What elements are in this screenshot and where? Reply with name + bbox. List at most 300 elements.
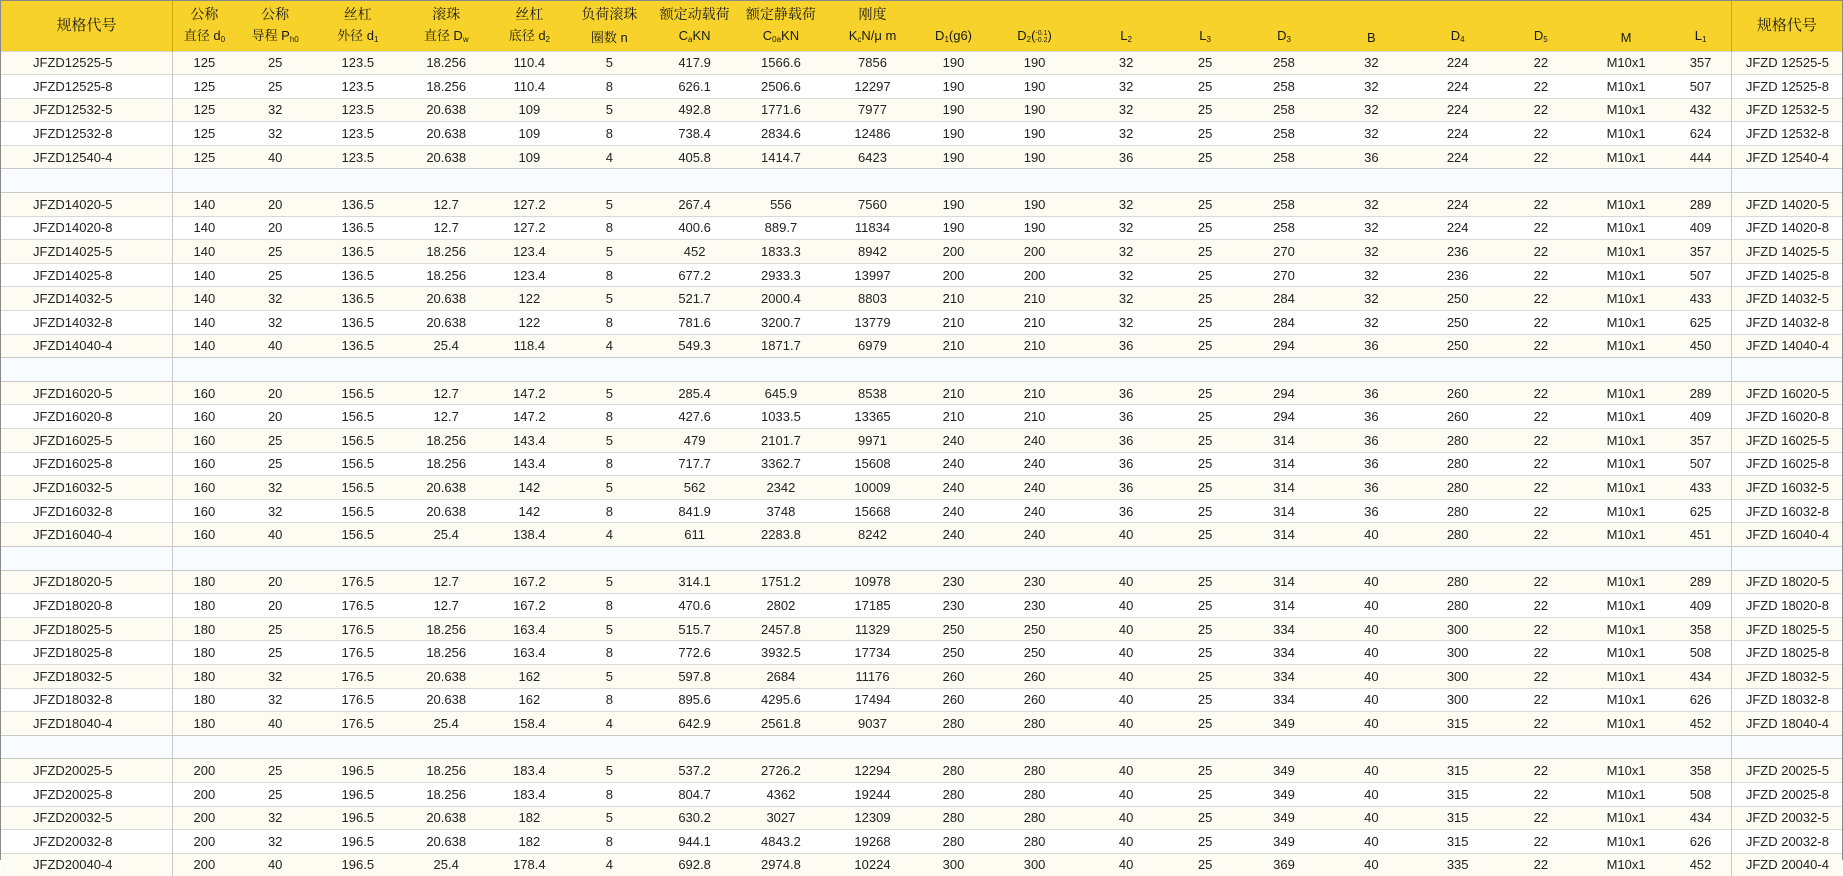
- value-cell: 22: [1500, 523, 1582, 547]
- value-cell: 32: [1327, 75, 1415, 99]
- value-cell: 645.9: [738, 381, 824, 405]
- header-row-top: [1, 1, 1842, 26]
- value-cell: 7856: [824, 51, 921, 75]
- value-cell: 8242: [824, 523, 921, 547]
- spec-code-cell-right: JFZD 18020-8: [1731, 594, 1842, 618]
- value-cell: 2283.8: [738, 523, 824, 547]
- value-cell: 32: [236, 806, 315, 830]
- value-cell: 32: [236, 476, 315, 500]
- value-cell: 3362.7: [738, 452, 824, 476]
- value-cell: 190: [921, 122, 986, 146]
- value-cell: 258: [1241, 122, 1327, 146]
- value-cell: 18.256: [401, 263, 492, 287]
- value-cell: 18.256: [401, 782, 492, 806]
- header-top-5: 负荷滚珠: [567, 1, 651, 26]
- spec-code-cell: JFZD14032-5: [1, 287, 173, 311]
- spec-code-cell: JFZD18040-4: [1, 712, 173, 736]
- value-cell: 260: [921, 664, 986, 688]
- header-subscript: 1: [373, 35, 379, 45]
- separator-cell: [1500, 358, 1582, 382]
- value-cell: 1566.6: [738, 51, 824, 75]
- header-top-14: [1327, 1, 1415, 26]
- value-cell: 110.4: [491, 51, 567, 75]
- value-cell: 25: [236, 452, 315, 476]
- value-cell: 40: [1327, 830, 1415, 854]
- separator-cell: [1083, 546, 1169, 570]
- value-cell: 176.5: [315, 688, 401, 712]
- value-cell: 22: [1500, 240, 1582, 264]
- separator-cell: [986, 546, 1083, 570]
- spec-code-cell: JFZD20040-4: [1, 853, 173, 876]
- value-cell: 20.638: [401, 688, 492, 712]
- spec-code-cell-right: JFZD 20025-8: [1731, 782, 1842, 806]
- spec-code-cell: JFZD16025-8: [1, 452, 173, 476]
- value-cell: 123.5: [315, 122, 401, 146]
- separator-cell: [1670, 735, 1731, 759]
- value-cell: 12309: [824, 806, 921, 830]
- spec-code-cell-right: JFZD 14020-5: [1731, 193, 1842, 217]
- separator-cell: [651, 546, 737, 570]
- value-cell: 36: [1327, 145, 1415, 169]
- separator-cell: [173, 358, 236, 382]
- table-row: [1, 381, 1842, 405]
- header-subscript: 3: [1286, 35, 1291, 45]
- value-cell: 22: [1500, 452, 1582, 476]
- value-cell: 136.5: [315, 311, 401, 335]
- value-cell: 190: [921, 75, 986, 99]
- value-cell: 224: [1416, 51, 1500, 75]
- value-cell: 210: [921, 405, 986, 429]
- separator-cell: [1241, 358, 1327, 382]
- separator-cell: [491, 358, 567, 382]
- header-subscript: 4: [1460, 35, 1465, 45]
- value-cell: 284: [1241, 311, 1327, 335]
- value-cell: 334: [1241, 617, 1327, 641]
- table-row: [1, 664, 1842, 688]
- table-row: [1, 287, 1842, 311]
- value-cell: 8: [567, 688, 651, 712]
- header-top-17: [1582, 1, 1670, 26]
- separator-cell: [651, 169, 737, 193]
- separator-cell: [1327, 735, 1415, 759]
- value-cell: 12294: [824, 759, 921, 783]
- value-cell: 8538: [824, 381, 921, 405]
- value-cell: 2726.2: [738, 759, 824, 783]
- separator-cell: [1416, 169, 1500, 193]
- value-cell: 9971: [824, 429, 921, 453]
- value-cell: 182: [491, 830, 567, 854]
- header-top-13: [1241, 1, 1327, 26]
- separator-cell: [1169, 358, 1241, 382]
- value-cell: 20.638: [401, 122, 492, 146]
- spec-code-cell: JFZD18025-5: [1, 617, 173, 641]
- spec-code-cell-right: JFZD 18025-5: [1731, 617, 1842, 641]
- value-cell: 40: [1083, 641, 1169, 665]
- value-cell: 40: [236, 853, 315, 876]
- value-cell: 25: [1169, 98, 1241, 122]
- value-cell: 260: [1416, 405, 1500, 429]
- header-subscript: c: [857, 35, 862, 45]
- value-cell: 25: [1169, 75, 1241, 99]
- value-cell: 267.4: [651, 193, 737, 217]
- value-cell: 190: [986, 145, 1083, 169]
- value-cell: 315: [1416, 782, 1500, 806]
- value-cell: 127.2: [491, 216, 567, 240]
- value-cell: 470.6: [651, 594, 737, 618]
- header-top-3: 滚珠: [401, 1, 492, 26]
- value-cell: 1871.7: [738, 334, 824, 358]
- table-row: [1, 429, 1842, 453]
- header-unit: KN: [781, 28, 800, 44]
- table-row: [1, 405, 1842, 429]
- value-cell: 11329: [824, 617, 921, 641]
- separator-cell: [1169, 546, 1241, 570]
- value-cell: 444: [1670, 145, 1731, 169]
- spec-code-cell-right: JFZD 12525-8: [1731, 75, 1842, 99]
- value-cell: 200: [173, 759, 236, 783]
- header-subscript: 1: [944, 35, 949, 45]
- value-cell: M10x1: [1582, 452, 1670, 476]
- value-cell: M10x1: [1582, 853, 1670, 876]
- spec-code-cell: JFZD12525-5: [1, 51, 173, 75]
- value-cell: 20.638: [401, 287, 492, 311]
- group-separator-row: [1, 546, 1842, 570]
- value-cell: 280: [986, 830, 1083, 854]
- table-row: [1, 570, 1842, 594]
- value-cell: 40: [1083, 617, 1169, 641]
- value-cell: 7977: [824, 98, 921, 122]
- value-cell: 625: [1670, 311, 1731, 335]
- value-cell: 163.4: [491, 641, 567, 665]
- separator-cell: [738, 169, 824, 193]
- value-cell: 300: [986, 853, 1083, 876]
- value-cell: 508: [1670, 782, 1731, 806]
- value-cell: 25: [1169, 523, 1241, 547]
- value-cell: 176.5: [315, 641, 401, 665]
- table-row: [1, 51, 1842, 75]
- value-cell: 13779: [824, 311, 921, 335]
- header-row-bottom: [1, 26, 1842, 51]
- value-cell: M10x1: [1582, 429, 1670, 453]
- value-cell: 109: [491, 98, 567, 122]
- value-cell: 8: [567, 75, 651, 99]
- separator-cell: [567, 546, 651, 570]
- separator-cell: [1731, 358, 1842, 382]
- separator-cell: [1731, 546, 1842, 570]
- value-cell: 25: [236, 759, 315, 783]
- table-row: [1, 523, 1842, 547]
- value-cell: 25.4: [401, 712, 492, 736]
- value-cell: 200: [173, 806, 236, 830]
- value-cell: 190: [986, 193, 1083, 217]
- separator-cell: [401, 546, 492, 570]
- value-cell: 8: [567, 830, 651, 854]
- value-cell: 32: [236, 664, 315, 688]
- value-cell: 25: [1169, 216, 1241, 240]
- value-cell: 717.7: [651, 452, 737, 476]
- value-cell: 32: [1083, 75, 1169, 99]
- separator-cell: [824, 546, 921, 570]
- value-cell: 8: [567, 641, 651, 665]
- value-cell: 294: [1241, 381, 1327, 405]
- separator-cell: [1, 546, 173, 570]
- value-cell: 32: [1083, 98, 1169, 122]
- value-cell: 22: [1500, 688, 1582, 712]
- value-cell: 18.256: [401, 75, 492, 99]
- value-cell: 22: [1500, 806, 1582, 830]
- value-cell: 167.2: [491, 594, 567, 618]
- value-cell: 2834.6: [738, 122, 824, 146]
- value-cell: 2000.4: [738, 287, 824, 311]
- value-cell: 452: [651, 240, 737, 264]
- value-cell: 240: [986, 499, 1083, 523]
- value-cell: 40: [1327, 617, 1415, 641]
- value-cell: 240: [921, 499, 986, 523]
- value-cell: 160: [173, 429, 236, 453]
- spec-code-cell-right: JFZD 18040-4: [1731, 712, 1842, 736]
- value-cell: 22: [1500, 617, 1582, 641]
- value-cell: 25: [1169, 452, 1241, 476]
- header-symbol: B: [1367, 30, 1376, 46]
- value-cell: 224: [1416, 193, 1500, 217]
- value-cell: 1833.3: [738, 240, 824, 264]
- value-cell: 200: [921, 240, 986, 264]
- value-cell: 40: [1083, 688, 1169, 712]
- value-cell: 280: [921, 830, 986, 854]
- value-cell: M10x1: [1582, 75, 1670, 99]
- spec-code-cell: JFZD16025-5: [1, 429, 173, 453]
- value-cell: 240: [986, 476, 1083, 500]
- value-cell: 358: [1670, 617, 1731, 641]
- value-cell: 258: [1241, 98, 1327, 122]
- value-cell: 22: [1500, 51, 1582, 75]
- header-bottom-6: [651, 26, 737, 51]
- spec-code-cell-right: JFZD 14025-8: [1731, 263, 1842, 287]
- spec-code-cell: JFZD20025-5: [1, 759, 173, 783]
- separator-cell: [1582, 358, 1670, 382]
- value-cell: 125: [173, 75, 236, 99]
- value-cell: 280: [1416, 476, 1500, 500]
- header-symbol: L: [1199, 28, 1207, 44]
- header-symbol: 直径 d: [183, 28, 221, 44]
- value-cell: 160: [173, 499, 236, 523]
- value-cell: 36: [1327, 334, 1415, 358]
- separator-cell: [738, 735, 824, 759]
- value-cell: 182: [491, 806, 567, 830]
- spec-code-cell: JFZD14025-5: [1, 240, 173, 264]
- value-cell: 11176: [824, 664, 921, 688]
- value-cell: 22: [1500, 853, 1582, 876]
- value-cell: 507: [1670, 75, 1731, 99]
- value-cell: 944.1: [651, 830, 737, 854]
- value-cell: 25: [1169, 263, 1241, 287]
- value-cell: 180: [173, 712, 236, 736]
- value-cell: M10x1: [1582, 664, 1670, 688]
- separator-cell: [986, 358, 1083, 382]
- value-cell: 25: [1169, 334, 1241, 358]
- header-bottom-5: [567, 26, 651, 51]
- value-cell: 156.5: [315, 429, 401, 453]
- value-cell: 22: [1500, 664, 1582, 688]
- value-cell: 176.5: [315, 664, 401, 688]
- spec-code-cell: JFZD16020-5: [1, 381, 173, 405]
- value-cell: M10x1: [1582, 499, 1670, 523]
- value-cell: 18.256: [401, 240, 492, 264]
- value-cell: 315: [1416, 759, 1500, 783]
- value-cell: 5: [567, 98, 651, 122]
- value-cell: 22: [1500, 594, 1582, 618]
- header-symbol: D: [1277, 28, 1287, 44]
- separator-cell: [1327, 169, 1415, 193]
- value-cell: 6979: [824, 334, 921, 358]
- value-cell: 32: [1083, 263, 1169, 287]
- value-cell: 20.638: [401, 830, 492, 854]
- value-cell: 17734: [824, 641, 921, 665]
- value-cell: 17185: [824, 594, 921, 618]
- table-row: [1, 216, 1842, 240]
- header-bottom-2: [315, 26, 401, 51]
- value-cell: 125: [173, 145, 236, 169]
- header-symbol: C: [762, 28, 773, 44]
- value-cell: 109: [491, 122, 567, 146]
- value-cell: 140: [173, 334, 236, 358]
- value-cell: 8: [567, 594, 651, 618]
- separator-cell: [1582, 169, 1670, 193]
- value-cell: M10x1: [1582, 51, 1670, 75]
- value-cell: 6423: [824, 145, 921, 169]
- separator-cell: [491, 169, 567, 193]
- spec-code-cell: JFZD14025-8: [1, 263, 173, 287]
- value-cell: 692.8: [651, 853, 737, 876]
- value-cell: M10x1: [1582, 240, 1670, 264]
- header-bottom-15: [1416, 26, 1500, 51]
- value-cell: 2933.3: [738, 263, 824, 287]
- value-cell: 40: [1083, 830, 1169, 854]
- header-top-1: 公称: [236, 1, 315, 26]
- value-cell: 260: [1416, 381, 1500, 405]
- value-cell: 280: [1416, 499, 1500, 523]
- separator-cell: [173, 546, 236, 570]
- value-cell: 18.256: [401, 429, 492, 453]
- value-cell: 230: [986, 594, 1083, 618]
- header-top-6: 额定动载荷: [651, 1, 737, 26]
- group-separator-row: [1, 735, 1842, 759]
- value-cell: 300: [921, 853, 986, 876]
- separator-cell: [1327, 358, 1415, 382]
- value-cell: 17494: [824, 688, 921, 712]
- value-cell: 434: [1670, 664, 1731, 688]
- spec-code-cell: JFZD16032-8: [1, 499, 173, 523]
- value-cell: 258: [1241, 51, 1327, 75]
- value-cell: 642.9: [651, 712, 737, 736]
- separator-cell: [567, 735, 651, 759]
- value-cell: 240: [986, 429, 1083, 453]
- separator-cell: [921, 546, 986, 570]
- value-cell: 32: [236, 122, 315, 146]
- value-cell: 25: [1169, 381, 1241, 405]
- value-cell: 230: [921, 594, 986, 618]
- value-cell: 32: [1083, 51, 1169, 75]
- separator-cell: [491, 546, 567, 570]
- value-cell: 40: [236, 712, 315, 736]
- spec-code-cell-right: JFZD 12532-5: [1731, 98, 1842, 122]
- separator-cell: [1731, 735, 1842, 759]
- spec-code-cell-right: JFZD 14025-5: [1731, 240, 1842, 264]
- value-cell: 210: [986, 334, 1083, 358]
- value-cell: 18.256: [401, 51, 492, 75]
- value-cell: 136.5: [315, 240, 401, 264]
- value-cell: 240: [986, 452, 1083, 476]
- spec-code-cell-right: JFZD 20032-8: [1731, 830, 1842, 854]
- value-cell: 20: [236, 381, 315, 405]
- group-separator-row: [1, 358, 1842, 382]
- table-row: [1, 240, 1842, 264]
- value-cell: 314: [1241, 499, 1327, 523]
- value-cell: 5: [567, 240, 651, 264]
- separator-cell: [491, 735, 567, 759]
- value-cell: 224: [1416, 145, 1500, 169]
- value-cell: 289: [1670, 570, 1731, 594]
- separator-cell: [173, 735, 236, 759]
- value-cell: 409: [1670, 405, 1731, 429]
- value-cell: M10x1: [1582, 782, 1670, 806]
- spec-code-cell: JFZD18032-5: [1, 664, 173, 688]
- value-cell: 357: [1670, 429, 1731, 453]
- spec-code-cell-right: JFZD 18020-5: [1731, 570, 1842, 594]
- spec-code-cell: JFZD14020-5: [1, 193, 173, 217]
- value-cell: 140: [173, 263, 236, 287]
- separator-cell: [1670, 169, 1731, 193]
- value-cell: 183.4: [491, 782, 567, 806]
- value-cell: 284: [1241, 287, 1327, 311]
- table-row: [1, 617, 1842, 641]
- spec-code-cell: JFZD12532-8: [1, 122, 173, 146]
- value-cell: 19268: [824, 830, 921, 854]
- value-cell: 25: [1169, 240, 1241, 264]
- value-cell: 140: [173, 240, 236, 264]
- separator-cell: [315, 358, 401, 382]
- value-cell: 5: [567, 193, 651, 217]
- value-cell: 22: [1500, 782, 1582, 806]
- value-cell: 40: [1083, 853, 1169, 876]
- value-cell: 136.5: [315, 216, 401, 240]
- value-cell: 369: [1241, 853, 1327, 876]
- value-cell: 624: [1670, 122, 1731, 146]
- separator-cell: [1582, 546, 1670, 570]
- value-cell: 25: [1169, 782, 1241, 806]
- header-top-7: 额定静载荷: [738, 1, 824, 26]
- value-cell: 183.4: [491, 759, 567, 783]
- separator-cell: [1241, 735, 1327, 759]
- value-cell: 280: [986, 759, 1083, 783]
- value-cell: 118.4: [491, 334, 567, 358]
- value-cell: M10x1: [1582, 98, 1670, 122]
- value-cell: 895.6: [651, 688, 737, 712]
- value-cell: 314: [1241, 476, 1327, 500]
- value-cell: 40: [1327, 853, 1415, 876]
- value-cell: 9037: [824, 712, 921, 736]
- value-cell: 236: [1416, 240, 1500, 264]
- value-cell: 32: [1083, 122, 1169, 146]
- value-cell: 841.9: [651, 499, 737, 523]
- value-cell: 196.5: [315, 830, 401, 854]
- header-subscript: 0: [220, 35, 226, 45]
- value-cell: 32: [1327, 240, 1415, 264]
- header-symbol: D: [935, 28, 945, 44]
- value-cell: 200: [986, 240, 1083, 264]
- value-cell: 25: [1169, 287, 1241, 311]
- value-cell: 22: [1500, 759, 1582, 783]
